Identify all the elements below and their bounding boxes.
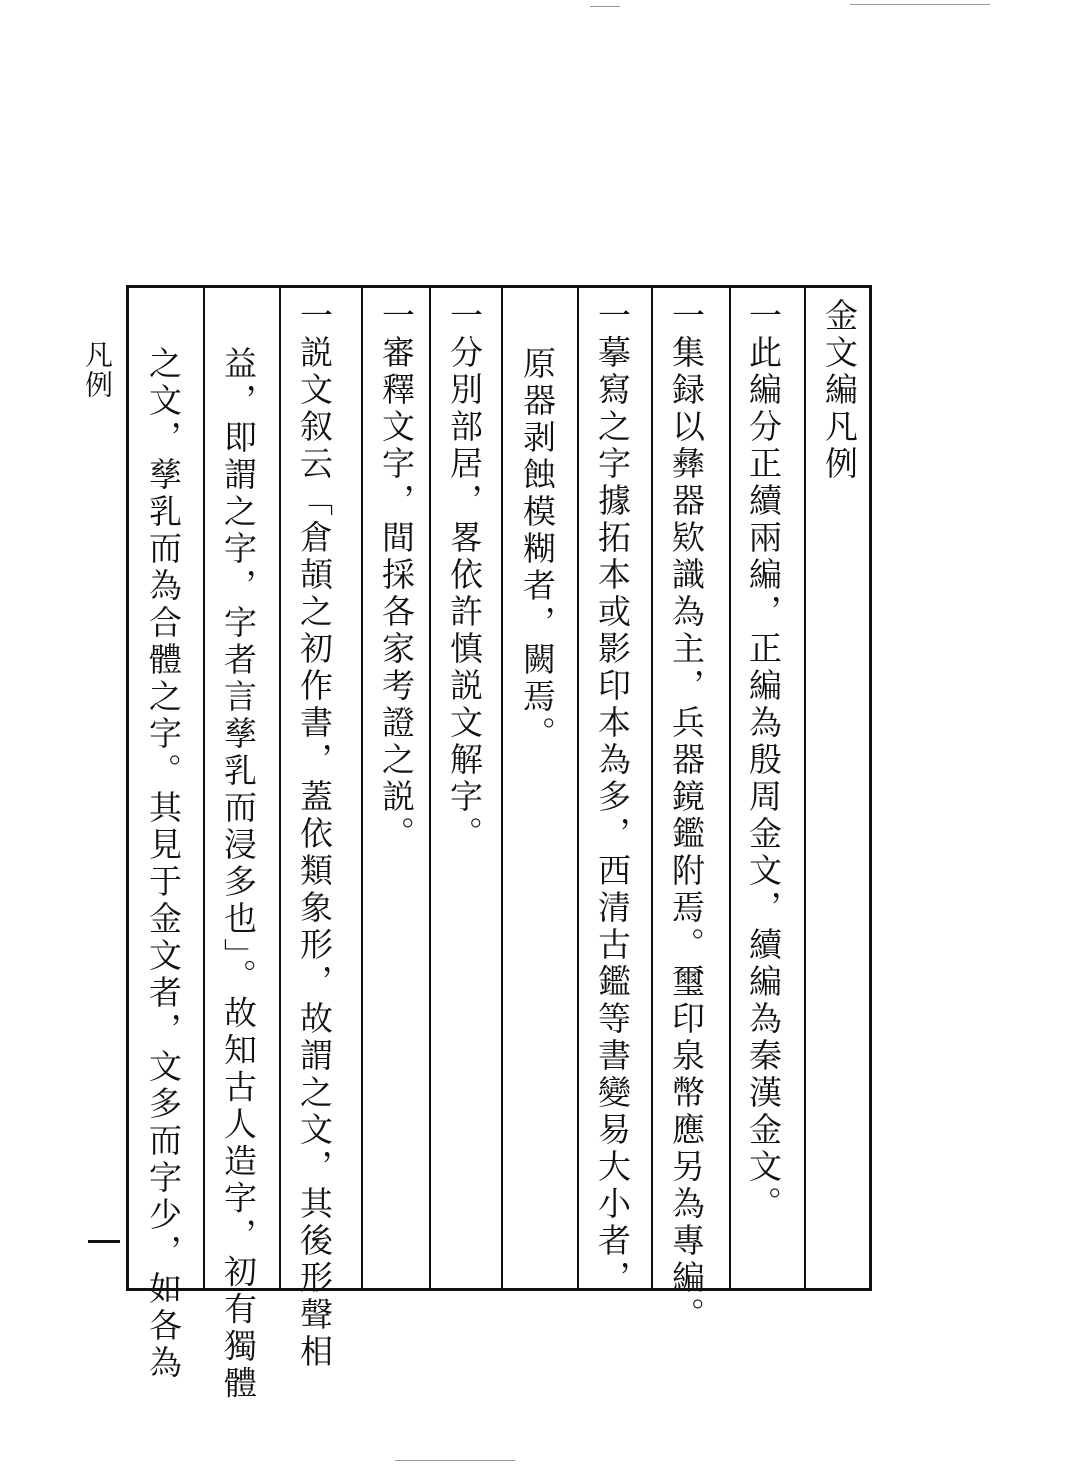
column-rule (279, 288, 281, 1288)
text-column: 一集録以彝器欵識為主，兵器鏡鑑附焉。璽印泉幣應另為專編。 (667, 298, 706, 1334)
folio-mark (88, 1240, 120, 1243)
column-rule (804, 288, 806, 1288)
text-column: 之文，孳乳而為合體之字。其見于金文者，文多而字少，如各為 (144, 346, 183, 1382)
column-rule (429, 288, 431, 1288)
scan-speck (850, 4, 990, 5)
column-rule (729, 288, 731, 1288)
text-column: 一摹寫之字據拓本或影印本為多，西清古鑑等書變易大小者， (593, 298, 632, 1297)
text-column: 益，即謂之字，字者言孳乳而浸多也」。故知古人造字，初有獨體 (219, 346, 258, 1403)
text-frame (126, 285, 872, 1403)
text-column: 原器剥蝕模糊者，闕焉。 (518, 346, 557, 753)
text-column: 一説文叙云「倉頡之初作書，蓋依類象形，故謂之文，其後形聲相 (295, 298, 334, 1371)
text-column: 一此編分正續兩編，正編為殷周金文，續編為秦漢金文。 (744, 298, 783, 1223)
text-column: 一審釋文字，間採各家考證之説。 (377, 298, 416, 853)
text-column: 一分別部居，畧依許慎説文解字。 (445, 298, 484, 853)
column-rule (651, 288, 653, 1288)
column-rule (361, 288, 363, 1288)
side-title: 凡例 (81, 340, 114, 400)
scan-speck (590, 6, 620, 7)
column-rule (501, 288, 503, 1288)
column-rule (577, 288, 579, 1288)
scan-speck (395, 1460, 515, 1461)
column-rule (203, 288, 205, 1288)
page-title: 金文編凡例 (820, 298, 859, 483)
